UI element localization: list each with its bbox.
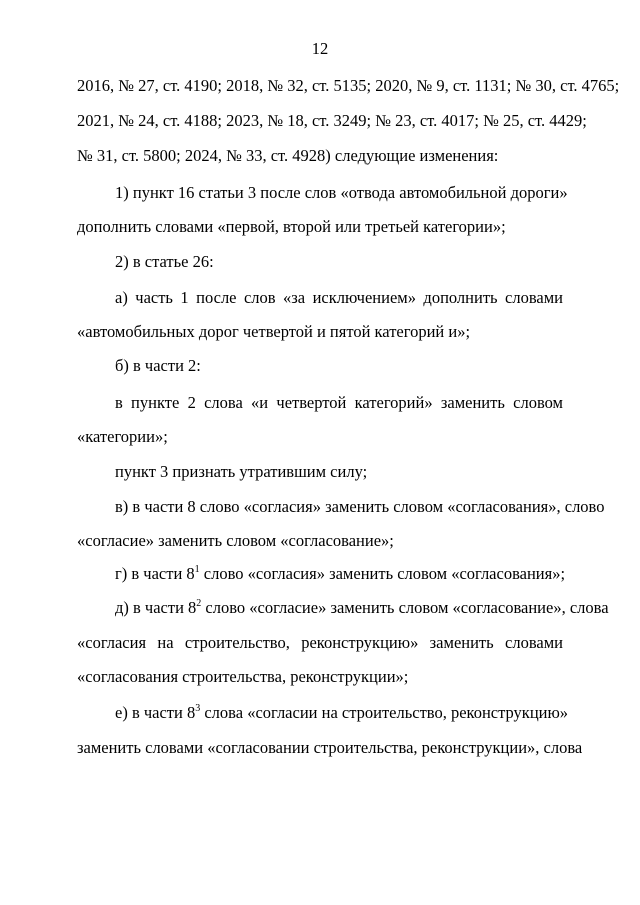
item2d-sup: 2 <box>196 597 202 609</box>
item2d-after: слово «согласие» заменить словом «согласование», слова <box>201 598 609 617</box>
item2-heading: 2) в статье 26: <box>115 252 214 271</box>
item2g-before: г) в части 8 <box>115 564 195 583</box>
intro-line-2: 2021, № 24, ст. 4188; 2023, № 18, ст. 3249; № 23, ст. 4017; № 25, ст. 4429; <box>77 111 587 130</box>
item2b-heading: б) в части 2: <box>115 356 201 375</box>
item2a-line-1: а) часть 1 после слов «за исключением» дополнить словами <box>115 288 563 307</box>
item2d-line-2: «согласия на строительство, реконструкцию» заменить словами <box>77 633 563 652</box>
item2d-before: д) в части 8 <box>115 598 197 617</box>
intro-line-1: 2016, № 27, ст. 4190; 2018, № 32, ст. 5135; 2020, № 9, ст. 1131; № 30, ст. 4765; <box>77 76 620 95</box>
item2a-line-2: «автомобильных дорог четвертой и пятой категорий и»; <box>77 322 471 341</box>
intro-line-3: № 31, ст. 5800; 2024, № 33, ст. 4928) следующие изменения: <box>77 146 499 165</box>
item2g-sup: 1 <box>194 563 200 575</box>
item2e-line-1 <box>115 702 569 723</box>
item1-line-1: 1) пункт 16 статьи 3 после слов «отвода автомобильной дороги» <box>115 183 568 202</box>
item2g-after: слово «согласия» заменить словом «согласования»; <box>199 564 566 583</box>
item2d-line-1 <box>115 597 609 618</box>
item1-line-2: дополнить словами «первой, второй или третьей категории»; <box>77 217 506 236</box>
item2e-line-2: заменить словами «согласовании строительства, реконструкции», слова <box>77 738 583 757</box>
page-number: 12 <box>311 39 329 58</box>
item2v-line-2: «согласие» заменить словом «согласование»; <box>77 531 394 550</box>
item2v-line-1: в) в части 8 слово «согласия» заменить словом «согласования», слово <box>115 497 605 516</box>
item2e-before: е) в части 8 <box>115 703 196 722</box>
item2b-p2-line-2: «категории»; <box>77 427 168 446</box>
item2b-p3: пункт 3 признать утратившим силу; <box>115 462 368 481</box>
item2b-p2-line-1: в пункте 2 слова «и четвертой категорий» заменить словом <box>115 393 563 412</box>
item2d-line-3: «согласования строительства, реконструкции»; <box>77 667 409 686</box>
item2e-after: слова «согласии на строительство, реконструкцию» <box>200 703 569 722</box>
item2g-line <box>115 563 566 584</box>
item2e-sup: 3 <box>195 702 201 714</box>
